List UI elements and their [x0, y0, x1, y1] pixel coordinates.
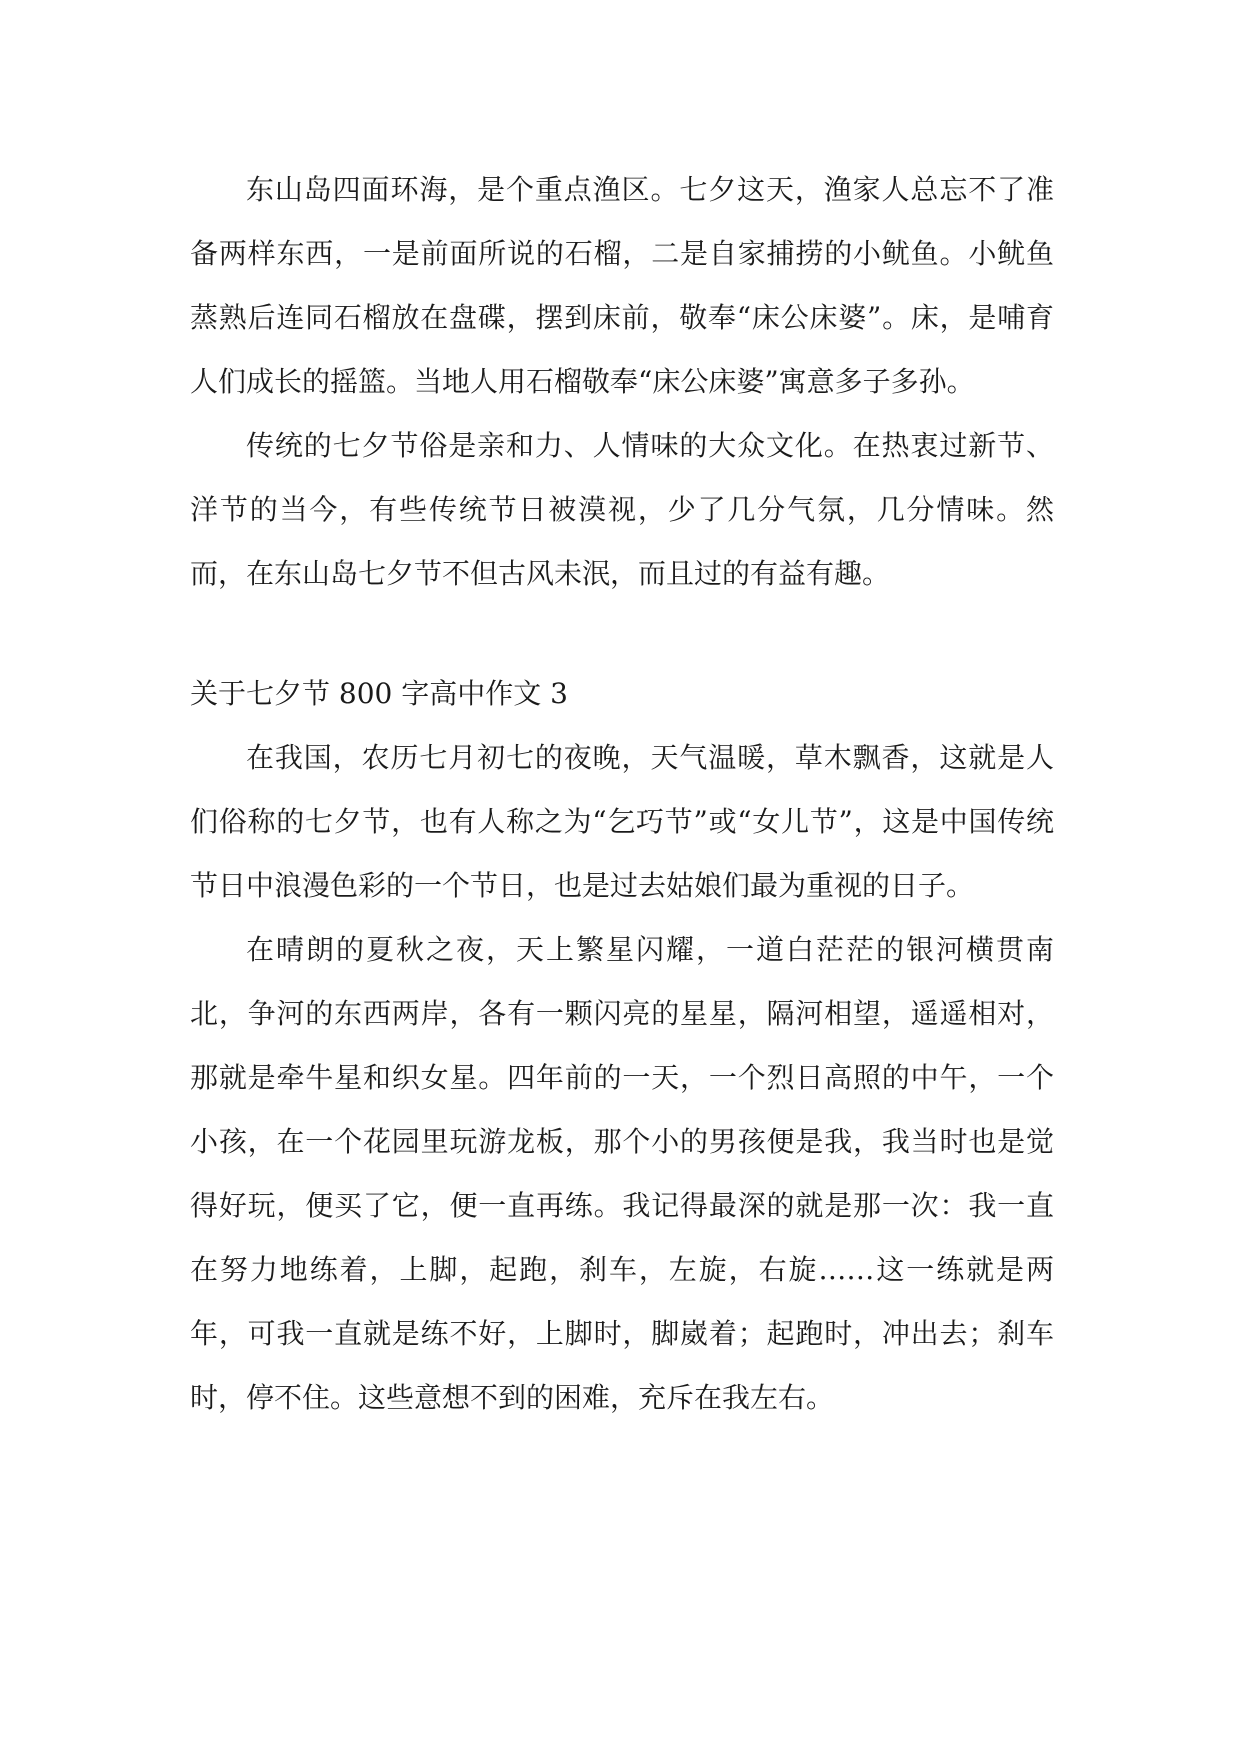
section-title: 关于七夕节 800 字高中作文 3: [190, 677, 568, 710]
paragraph-summer-night: 在晴朗的夏秋之夜，天上繁星闪耀，一道白茫茫的银河横贯南北，争河的东西两岸，各有一颗闪亮的星星，隔河相望，遥遥相对，那就是牵牛星和织女星。四年前的一天，一个烈日高照的中午，一个小孩，在一个花园里玩游龙板，那个小的男孩便是我，我当时也是觉得好玩，便买了它，便一直再练。我记得最深的就是那一次：我一直在努力地练着，上脚，起跑，刹车，左旋，右旋……这一练就是两年，可我一直就是练不好，上脚时，脚崴着；起跑时，冲出去；刹车时，停不住。这些意想不到的困难，充斥在我左右。: [190, 933, 1054, 1414]
paragraph-qixi-intro: 在我国，农历七月初七的夜晚，天气温暖，草木飘香，这就是人们俗称的七夕节，也有人称之为“乞巧节”或“女儿节”，这是中国传统节日中浪漫色彩的一个节日，也是过去姑娘们最为重视的日子。: [190, 741, 1054, 902]
document-body: [190, 158, 1054, 1430]
paragraph-festival-culture: 传统的七夕节俗是亲和力、人情味的大众文化。在热衷过新节、洋节的当今，有些传统节日被漠视，少了几分气氛，几分情味。然而，在东山岛七夕节不但古风未泯，而且过的有益有趣。: [190, 429, 1054, 590]
paragraph-fishing-custom: 东山岛四面环海，是个重点渔区。七夕这天，渔家人总忘不了准备两样东西，一是前面所说的石榴，二是自家捕捞的小鱿鱼。小鱿鱼蒸熟后连同石榴放在盘碟，摆到床前，敬奉“床公床婆”。床，是哺育人们成长的摇篮。当地人用石榴敬奉“床公床婆”寓意多子多孙。: [190, 173, 1054, 398]
